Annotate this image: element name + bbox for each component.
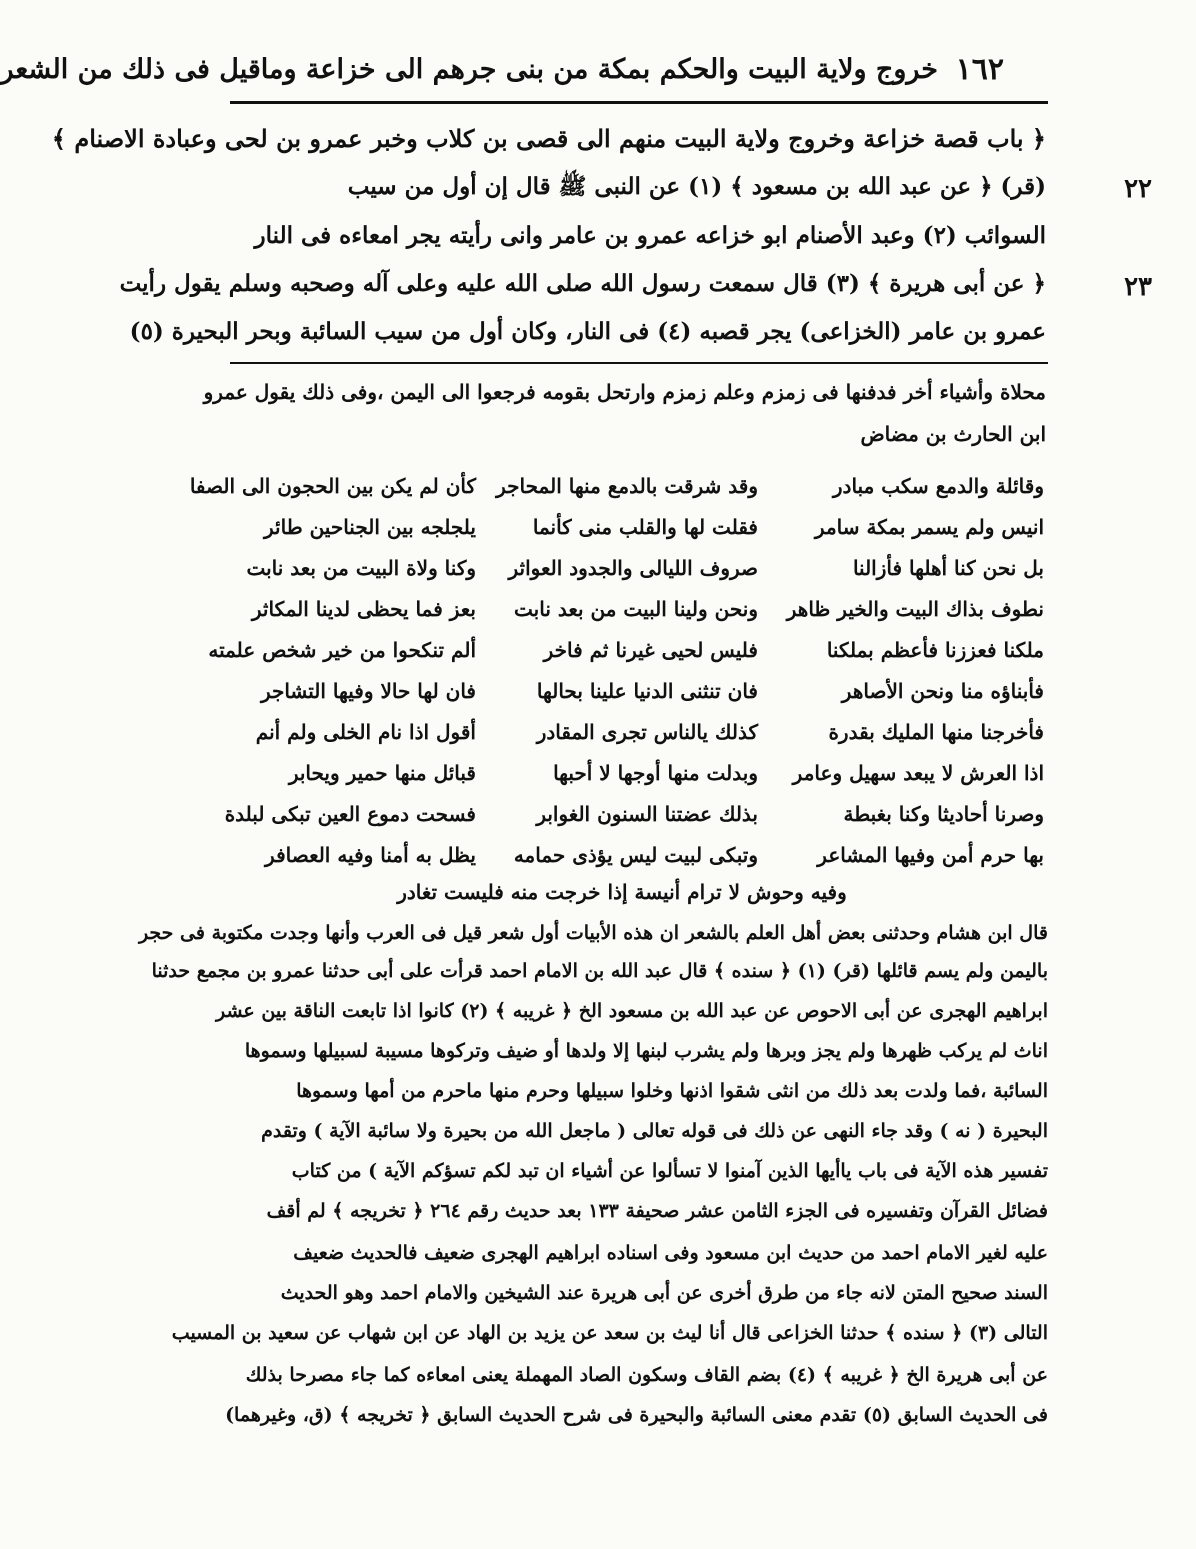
hadith-22-line-2: السوائب (٢) وعبد الأصنام ابو خزاعه عمرو بن عامر وانى رأيته يجر امعاءه فى النار [254,222,1046,249]
poem-verse: بعز فما يحظى لدينا المكاثر [251,597,476,621]
poem-verse: فقلت لها والقلب منى كأنما [532,515,758,539]
footnote-line: فضائل القرآن وتفسيره فى الجزء الثامن عشر صحيفة ١٣٣ بعد حديث رقم ٢٦٤ ﴿ تخريجه ﴾ لم أقف [266,1200,1048,1222]
footnote-line: ابراهيم الهجرى عن أبى الاحوص عن عبد الله بن مسعود الخ ﴿ غريبه ﴾ (٢) كانوا اذا تابعت الناقة بين عشر [216,1000,1048,1022]
poem-verse: يلجلجه بين الجناحين طائر [264,515,476,539]
header-rule [230,101,1048,104]
footnote-line: اناث لم يركب ظهرها ولم يجز وبرها ولم يشرب لبنها إلا ولدها أو ضيف وتركوها مسيبة لسبيلها وسموها [244,1040,1048,1062]
poem-verse: انيس ولم يسمر بمكة سامر [814,515,1044,539]
poem-verse: كأن لم يكن بين الحجون الى الصفا [189,474,476,498]
poem-final-verse: وفيه وحوش لا ترام أنيسة إذا خرجت منه فليست تغادر [397,880,847,904]
footnote-line: باليمن ولم يسم قائلها (قر) (١) ﴿ سنده ﴾ قال عبد الله بن الامام احمد قرأت على أبى حدثنا عمرو بن مجمع حدثنا [151,960,1048,982]
poem-verse: وتبكى لبيت ليس يؤذى حمامه [513,843,758,867]
poem-verse: وصرنا أحاديثا وكنا بغبطة [843,802,1044,826]
footnote-line: البحيرة ( نه ) وقد جاء النهى عن ذلك فى قوله تعالى ( ماجعل الله من بحيرة ولا سائبة الآية ) وتقدم [261,1120,1048,1142]
chapter-heading: ﴿ باب قصة خزاعة وخروج ولاية البيت منهم الى قصى بن كلاب وخبر عمرو بن لحى وعبادة الاصنام ﴾ [51,124,1046,153]
footnote-line: التالى (٣) ﴿ سنده ﴾ حدثنا الخزاعى قال أنا ليث بن سعد عن يزيد بن الهاد عن ابن شهاب عن سعيد بن المسيب [171,1322,1048,1344]
poem-verse: بل نحن كنا أهلها فأزالنا [852,556,1044,580]
page-number: ١٦٢ [955,52,1004,87]
commentary-line-2: ابن الحارث بن مضاض [860,422,1046,446]
poem-verse: فان لها حالا وفيها التشاجر [260,679,476,703]
footnote-line: قال ابن هشام وحدثنى بعض أهل العلم بالشعر ان هذه الأبيات أول شعر قيل فى العرب وأنها وجدت مكتوبة فى حجر [138,922,1048,944]
commentary-line-1: محلاة وأشياء أخر فدفنها فى زمزم وعلم زمزم وارتحل بقومه فرجعوا الى اليمن ،وفى ذلك يقول عمرو [203,380,1046,404]
poem-verse: فسحت دموع العين تبكى لبلدة [224,802,476,826]
hadith-number-22: ٢٢ [1124,174,1152,204]
footnote-line: السند صحيح المتن لانه جاء من طرق أخرى عن أبى هريرة عند الشيخين والامام احمد وهو الحديث [280,1282,1048,1304]
poem-verse: فأخرجنا منها المليك بقدرة [828,720,1044,744]
poem-verse: قبائل منها حمير ويحابر [288,761,476,785]
footnote-separator-rule [230,362,1048,364]
poem-verse: يظل به أمنا وفيه العصافر [265,843,476,867]
poem-verse: بذلك عضتنا السنون الغوابر [536,802,758,826]
footnote-line: فى الحديث السابق (٥) تقدم معنى السائبة والبحيرة فى شرح الحديث السابق ﴿ تخريجه ﴾ (ق، وغيرهما) [225,1404,1048,1426]
poem-verse: فان تنثنى الدنيا علينا بحالها [536,679,758,703]
poem-verse: نطوف بذاك البيت والخير ظاهر [786,597,1044,621]
hadith-number-23: ٢٣ [1124,272,1152,302]
poem-verse: فأبناؤه منا ونحن الأصاهر [841,679,1044,703]
poem-verse: اذا العرش لا يبعد سهيل وعامر [792,761,1044,785]
poem-verse: صروف الليالى والجدود العواثر [508,556,758,580]
poem-verse: كذلك يالناس تجرى المقادر [536,720,758,744]
footnote-line: عن أبى هريرة الخ ﴿ غريبه ﴾ (٤) بضم القاف وسكون الصاد المهملة يعنى امعاءه كما جاء مصرحا بذلك [245,1364,1048,1386]
poem-verse: بها حرم أمن وفيها المشاعر [817,843,1044,867]
hadith-23-line-1: ﴿ عن أبى هريرة ﴾ (٣) قال سمعت رسول الله صلى الله عليه وعلى آله وصحبه وسلم يقول رأيت [119,270,1046,297]
footnote-line: تفسير هذه الآية فى باب ياأيها الذين آمنوا لا تسألوا عن أشياء ان تبد لكم تسؤكم الآية ) من كتاب [291,1160,1048,1182]
footnote-line: عليه لغير الامام احمد من حديث ابن مسعود وفى اسناده ابراهيم الهجرى ضعيف فالحديث ضعيف [293,1242,1048,1264]
poem-verse: وقد شرقت بالدمع منها المحاجر [496,474,758,498]
poem-verse: فليس لحيى غيرنا ثم فاخر [543,638,758,662]
poem-verse: ونحن ولينا البيت من بعد نابت [514,597,758,621]
poem-verse: وكنا ولاة البيت من بعد نابت [246,556,476,580]
poem-verse: وقائلة والدمع سكب مبادر [832,474,1044,498]
poem-verse: أقول اذا نام الخلى ولم أنم [255,720,476,744]
poem-verse: ألم تنكحوا من خير شخص علمته [208,638,476,662]
hadith-22-line-1: (قر) ﴿ عن عبد الله بن مسعود ﴾ (١) عن النبى ﷺ قال إن أول من سيب [347,173,1046,200]
hadith-23-line-2: عمرو بن عامر (الخزاعى) يجر قصبه (٤) فى النار، وكان أول من سيب السائبة وبحر البحيرة (٥) [129,318,1046,345]
poem-verse: وبدلت منها أوجها لا أحبها [553,761,758,785]
running-header-title: خروج ولاية البيت والحكم بمكة من بنى جرهم الى خزاعة وماقيل فى ذلك من الشعر [0,54,938,85]
footnote-line: السائبة ،فما ولدت بعد ذلك من انثى شقوا اذنها وخلوا سبيلها وحرم منها ماحرم من أمها وسموها [296,1080,1048,1102]
poem-verse: ملكنا فعززنا فأعظم بملكنا [826,638,1044,662]
